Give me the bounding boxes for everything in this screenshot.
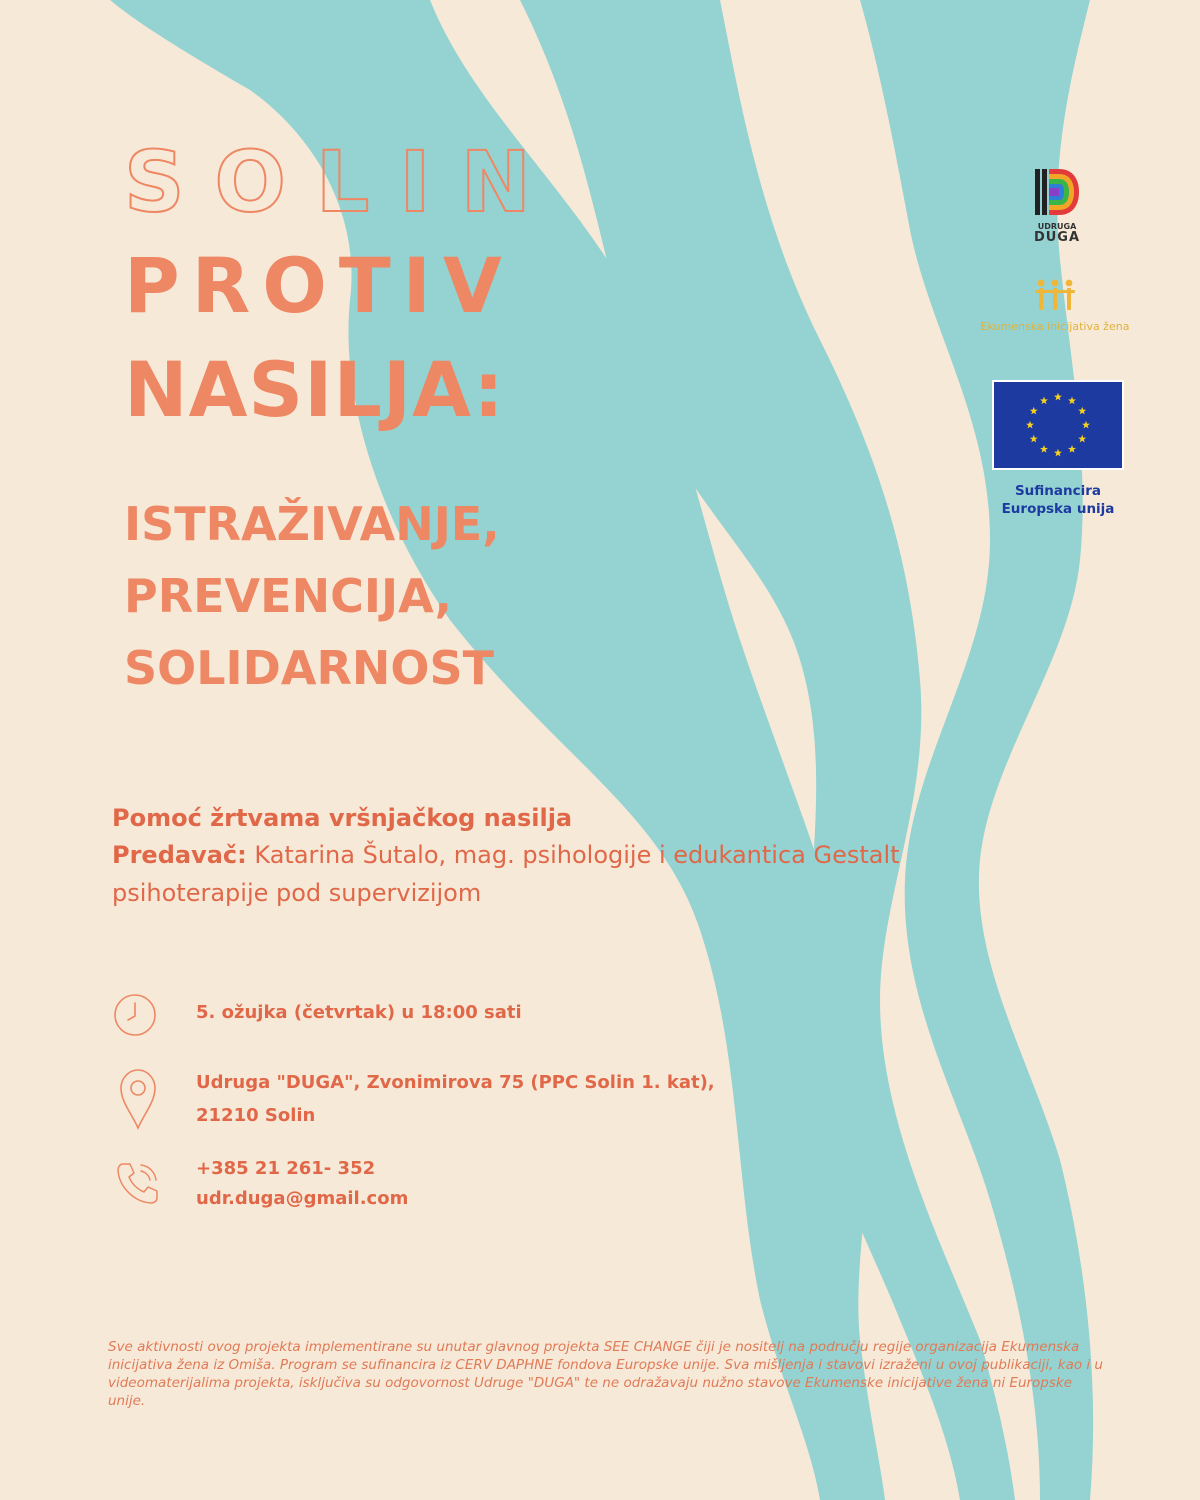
duga-label-2: DUGA [1033,230,1081,245]
eu-flag-icon [992,380,1124,470]
eu-label [992,482,1124,518]
disclaimer: Sve aktivnosti ovog projekta implementirane su unutar glavnog projekta SEE CHANGE čiji je nositelj na području regije organizacija Ekumenska inicijativa žena iz Omiša. Program se sufinancira iz CERV DAPHNE fondova Europske unije. Sva mišljenja i stavovi izraženi u ovoj publikaciji, kao i u videomaterijalima projekta, isključiva su odgovornost Udruge "DUGA" te ne odražavaju nužno stavove Ekumenske inicijative žena ni Europske unije. [108,1339,1103,1409]
datetime-row [112,992,872,1042]
subtitle-line-2: PREVENCIJA, [124,569,452,623]
talk-title: Pomoć žrtvama vršnjačkog nasilja [112,804,573,832]
email-address[interactable]: udr.duga@gmail.com [196,1188,409,1209]
talk-section [112,800,972,912]
logo-eiz [975,278,1135,333]
subtitle-line-1: ISTRAŽIVANJE, [124,497,500,551]
speaker-line-2: psihoterapije pod supervizijom [112,879,482,907]
address-row [112,1064,872,1134]
talk-speaker [112,836,972,912]
subtitle-line-3: SOLIDARNOST [124,641,494,695]
speaker-line-1: Katarina Šutalo, mag. psihologije i edukantica Gestalt [246,841,900,869]
eiz-label: Ekumenska inicijativa žena [980,320,1130,333]
phone-icon [114,1160,162,1206]
datetime-text: 5. ožujka (četvrtak) u 18:00 sati [196,1002,522,1023]
contact-row [112,1158,872,1218]
phone-number[interactable]: +385 21 261- 352 [196,1158,376,1179]
eu-label-1: Sufinancira [1014,483,1102,499]
address-text [196,1066,715,1132]
speaker-label: Predavač: [112,841,247,869]
duga-logo-icon [1032,166,1082,218]
contact-text [196,1154,408,1214]
title-nasilja: NASILJA: [124,345,505,434]
eiz-logo-icon [1033,278,1077,312]
title-protiv: PROTIV [124,241,514,330]
logo-eu [992,380,1124,518]
subtitle [124,488,500,704]
location-pin-icon [118,1068,158,1130]
duga-label-1: UDRUGA [1037,222,1077,231]
address-line-1: Udruga "DUGA", Zvonimirova 75 (PPC Solin 1. kat), [196,1072,715,1093]
title-solin: SOLIN [124,133,561,231]
clock-icon [112,992,158,1038]
eu-label-2: Europska unija [1001,501,1115,517]
logo-duga [1030,166,1084,245]
address-line-2: 21210 Solin [196,1105,316,1126]
